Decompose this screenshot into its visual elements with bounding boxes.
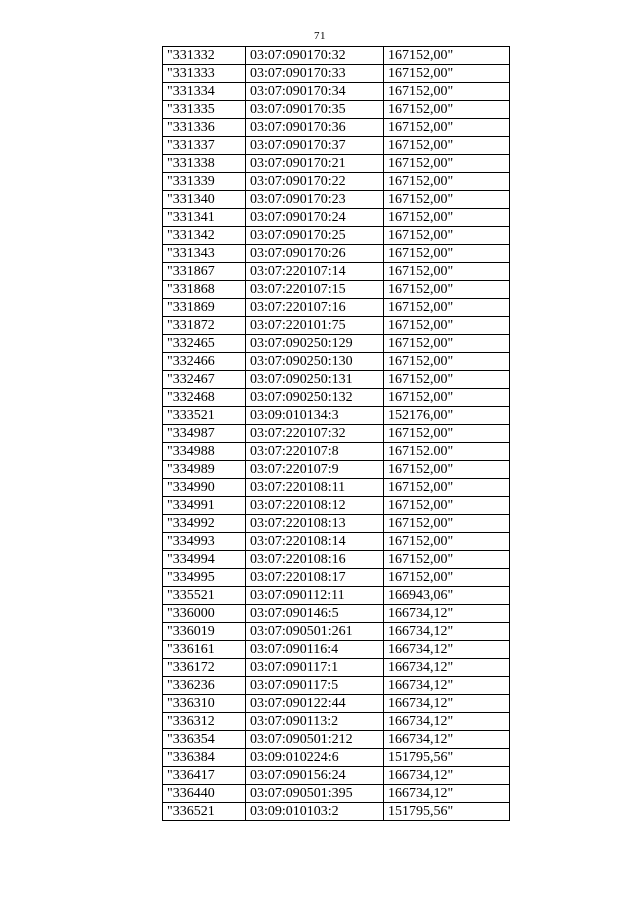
- amount-cell: 151795,56": [384, 803, 510, 821]
- table-row: [163, 335, 510, 353]
- table-row: [163, 605, 510, 623]
- cadastral-number-cell: 03:07:220107:9: [246, 461, 384, 479]
- record-id-cell: "336000: [163, 605, 246, 623]
- table-row: [163, 659, 510, 677]
- amount-cell: 166943,06": [384, 587, 510, 605]
- cadastral-number-cell: 03:07:090112:11: [246, 587, 384, 605]
- record-id-cell: "331338: [163, 155, 246, 173]
- amount-cell: 167152.00": [384, 443, 510, 461]
- amount-cell: 167152,00": [384, 65, 510, 83]
- table-row: [163, 767, 510, 785]
- record-id-cell: "336354: [163, 731, 246, 749]
- cadastral-number-cell: 03:07:090113:2: [246, 713, 384, 731]
- table-row: [163, 731, 510, 749]
- record-id-cell: "331334: [163, 83, 246, 101]
- table-row: [163, 281, 510, 299]
- amount-cell: 167152,00": [384, 425, 510, 443]
- table-row: [163, 173, 510, 191]
- record-id-cell: "336312: [163, 713, 246, 731]
- cadastral-number-cell: 03:07:090501:261: [246, 623, 384, 641]
- table-row: [163, 137, 510, 155]
- cadastral-number-cell: 03:07:220107:15: [246, 281, 384, 299]
- record-id-cell: "336417: [163, 767, 246, 785]
- cadastral-number-cell: 03:07:090170:25: [246, 227, 384, 245]
- record-id-cell: "336440: [163, 785, 246, 803]
- record-id-cell: "331343: [163, 245, 246, 263]
- record-id-cell: "336019: [163, 623, 246, 641]
- cadastral-number-cell: 03:07:090501:395: [246, 785, 384, 803]
- record-id-cell: "332468: [163, 389, 246, 407]
- amount-cell: 167152,00": [384, 263, 510, 281]
- amount-cell: 167152,00": [384, 173, 510, 191]
- record-id-cell: "336384: [163, 749, 246, 767]
- registry-table: [162, 46, 510, 821]
- amount-cell: 167152,00": [384, 551, 510, 569]
- cadastral-number-cell: 03:07:090170:23: [246, 191, 384, 209]
- cadastral-number-cell: 03:07:090170:24: [246, 209, 384, 227]
- record-id-cell: "334991: [163, 497, 246, 515]
- table-row: [163, 191, 510, 209]
- amount-cell: 166734,12": [384, 785, 510, 803]
- amount-cell: 167152,00": [384, 83, 510, 101]
- table-row: [163, 353, 510, 371]
- amount-cell: 166734,12": [384, 659, 510, 677]
- record-id-cell: "335521: [163, 587, 246, 605]
- record-id-cell: "331872: [163, 317, 246, 335]
- table-row: [163, 83, 510, 101]
- amount-cell: 167152,00": [384, 515, 510, 533]
- amount-cell: 167152,00": [384, 137, 510, 155]
- cadastral-number-cell: 03:07:090156:24: [246, 767, 384, 785]
- amount-cell: 167152,00": [384, 47, 510, 65]
- cadastral-number-cell: 03:07:220108:13: [246, 515, 384, 533]
- table-row: [163, 389, 510, 407]
- table-row: [163, 317, 510, 335]
- table-row: [163, 443, 510, 461]
- cadastral-number-cell: 03:07:220108:12: [246, 497, 384, 515]
- record-id-cell: "334992: [163, 515, 246, 533]
- cadastral-number-cell: 03:07:090170:33: [246, 65, 384, 83]
- cadastral-number-cell: 03:07:220107:16: [246, 299, 384, 317]
- cadastral-number-cell: 03:07:090170:37: [246, 137, 384, 155]
- record-id-cell: "331336: [163, 119, 246, 137]
- amount-cell: 167152,00": [384, 479, 510, 497]
- cadastral-number-cell: 03:09:010134:3: [246, 407, 384, 425]
- cadastral-number-cell: 03:07:090122:44: [246, 695, 384, 713]
- amount-cell: 167152,00": [384, 569, 510, 587]
- record-id-cell: "332467: [163, 371, 246, 389]
- record-id-cell: "331335: [163, 101, 246, 119]
- record-id-cell: "331341: [163, 209, 246, 227]
- table-row: [163, 713, 510, 731]
- cadastral-number-cell: 03:07:090170:21: [246, 155, 384, 173]
- cadastral-number-cell: 03:07:090170:35: [246, 101, 384, 119]
- amount-cell: 167152,00": [384, 281, 510, 299]
- cadastral-number-cell: 03:07:220108:17: [246, 569, 384, 587]
- amount-cell: 167152,00": [384, 389, 510, 407]
- table-row: [163, 263, 510, 281]
- table-row: [163, 803, 510, 821]
- cadastral-number-cell: 03:07:090250:131: [246, 371, 384, 389]
- record-id-cell: "336172: [163, 659, 246, 677]
- table-row: [163, 515, 510, 533]
- record-id-cell: "336161: [163, 641, 246, 659]
- cadastral-number-cell: 03:07:090170:34: [246, 83, 384, 101]
- table-row: [163, 641, 510, 659]
- cadastral-number-cell: 03:09:010103:2: [246, 803, 384, 821]
- record-id-cell: "332466: [163, 353, 246, 371]
- table-row: [163, 65, 510, 83]
- cadastral-number-cell: 03:07:220108:11: [246, 479, 384, 497]
- table-row: [163, 299, 510, 317]
- table-row: [163, 749, 510, 767]
- amount-cell: 167152,00": [384, 155, 510, 173]
- table-row: [163, 587, 510, 605]
- table-row: [163, 155, 510, 173]
- amount-cell: 167152,00": [384, 227, 510, 245]
- record-id-cell: "336310: [163, 695, 246, 713]
- record-id-cell: "334987: [163, 425, 246, 443]
- amount-cell: 166734,12": [384, 677, 510, 695]
- record-id-cell: "331869: [163, 299, 246, 317]
- amount-cell: 166734,12": [384, 641, 510, 659]
- cadastral-number-cell: 03:07:220108:14: [246, 533, 384, 551]
- cadastral-number-cell: 03:07:220107:14: [246, 263, 384, 281]
- record-id-cell: "336521: [163, 803, 246, 821]
- record-id-cell: "334990: [163, 479, 246, 497]
- record-id-cell: "331342: [163, 227, 246, 245]
- table-row: [163, 551, 510, 569]
- table-row: [163, 569, 510, 587]
- amount-cell: 166734,12": [384, 731, 510, 749]
- table-row: [163, 227, 510, 245]
- cadastral-number-cell: 03:07:090117:5: [246, 677, 384, 695]
- registry-table-body: [163, 47, 510, 821]
- amount-cell: 166734,12": [384, 767, 510, 785]
- amount-cell: 166734,12": [384, 713, 510, 731]
- amount-cell: 167152,00": [384, 299, 510, 317]
- table-row: [163, 785, 510, 803]
- cadastral-number-cell: 03:07:220101:75: [246, 317, 384, 335]
- cadastral-number-cell: 03:07:090250:129: [246, 335, 384, 353]
- amount-cell: 167152,00": [384, 353, 510, 371]
- record-id-cell: "334994: [163, 551, 246, 569]
- table-row: [163, 407, 510, 425]
- cadastral-number-cell: 03:07:090170:22: [246, 173, 384, 191]
- amount-cell: 167152,00": [384, 317, 510, 335]
- cadastral-number-cell: 03:07:220107:8: [246, 443, 384, 461]
- amount-cell: 167152,00": [384, 371, 510, 389]
- amount-cell: 167152,00": [384, 497, 510, 515]
- amount-cell: 166734,12": [384, 623, 510, 641]
- table-row: [163, 695, 510, 713]
- amount-cell: 167152,00": [384, 191, 510, 209]
- amount-cell: 167152,00": [384, 533, 510, 551]
- page-number: 71: [314, 30, 326, 42]
- record-id-cell: "334993: [163, 533, 246, 551]
- table-row: [163, 479, 510, 497]
- amount-cell: 152176,00": [384, 407, 510, 425]
- amount-cell: 167152,00": [384, 101, 510, 119]
- table-row: [163, 623, 510, 641]
- cadastral-number-cell: 03:07:220108:16: [246, 551, 384, 569]
- record-id-cell: "334988: [163, 443, 246, 461]
- cadastral-number-cell: 03:07:090170:32: [246, 47, 384, 65]
- table-row: [163, 461, 510, 479]
- record-id-cell: "334989: [163, 461, 246, 479]
- cadastral-number-cell: 03:09:010224:6: [246, 749, 384, 767]
- table-row: [163, 119, 510, 137]
- table-row: [163, 533, 510, 551]
- table-row: [163, 425, 510, 443]
- record-id-cell: "332465: [163, 335, 246, 353]
- table-row: [163, 677, 510, 695]
- cadastral-number-cell: 03:07:090116:4: [246, 641, 384, 659]
- record-id-cell: "331337: [163, 137, 246, 155]
- table-row: [163, 209, 510, 227]
- record-id-cell: "331867: [163, 263, 246, 281]
- cadastral-number-cell: 03:07:090501:212: [246, 731, 384, 749]
- table-row: [163, 101, 510, 119]
- record-id-cell: "331332: [163, 47, 246, 65]
- cadastral-number-cell: 03:07:220107:32: [246, 425, 384, 443]
- cadastral-number-cell: 03:07:090146:5: [246, 605, 384, 623]
- cadastral-number-cell: 03:07:090170:26: [246, 245, 384, 263]
- cadastral-number-cell: 03:07:090250:130: [246, 353, 384, 371]
- record-id-cell: "331333: [163, 65, 246, 83]
- amount-cell: 167152,00": [384, 245, 510, 263]
- record-id-cell: "334995: [163, 569, 246, 587]
- record-id-cell: "333521: [163, 407, 246, 425]
- cadastral-number-cell: 03:07:090117:1: [246, 659, 384, 677]
- amount-cell: 167152,00": [384, 335, 510, 353]
- table-row: [163, 371, 510, 389]
- amount-cell: 166734,12": [384, 695, 510, 713]
- record-id-cell: "331339: [163, 173, 246, 191]
- cadastral-number-cell: 03:07:090250:132: [246, 389, 384, 407]
- table-row: [163, 47, 510, 65]
- amount-cell: 167152,00": [384, 461, 510, 479]
- record-id-cell: "331868: [163, 281, 246, 299]
- amount-cell: 151795,56": [384, 749, 510, 767]
- record-id-cell: "336236: [163, 677, 246, 695]
- table-row: [163, 245, 510, 263]
- amount-cell: 166734,12": [384, 605, 510, 623]
- record-id-cell: "331340: [163, 191, 246, 209]
- amount-cell: 167152,00": [384, 209, 510, 227]
- cadastral-number-cell: 03:07:090170:36: [246, 119, 384, 137]
- amount-cell: 167152,00": [384, 119, 510, 137]
- table-row: [163, 497, 510, 515]
